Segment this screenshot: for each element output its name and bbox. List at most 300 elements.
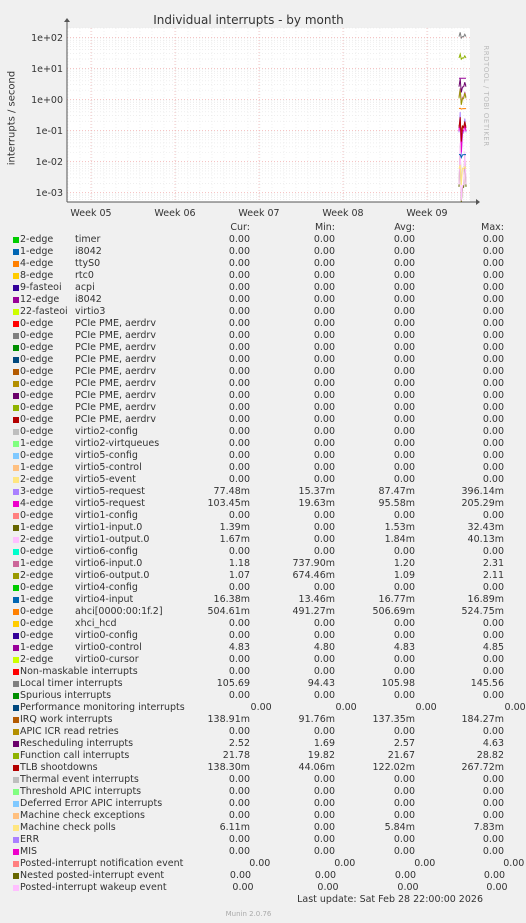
- series-cur-value: 0.00: [228, 366, 250, 377]
- series-label: Local timer interrupts: [20, 678, 123, 689]
- series-color-swatch: [13, 525, 19, 531]
- series-color-swatch: [13, 249, 19, 255]
- series-avg-value: 0.00: [393, 546, 415, 557]
- series-cur-value: 103.45m: [207, 498, 250, 509]
- series-cur-value: 0.00: [228, 546, 250, 557]
- y-tick-label: 1e+01: [31, 63, 63, 75]
- series-color-swatch: [13, 681, 19, 687]
- series-label: Nested posted-interrupt event: [20, 870, 165, 881]
- series-max-value: 7.83m: [473, 822, 504, 833]
- series-cur-value: 1.39m: [219, 522, 250, 533]
- series-color-swatch: [13, 333, 19, 339]
- series-min-value: 0.00: [313, 834, 335, 845]
- series-name: [20, 426, 163, 438]
- series-max-value: 16.89m: [467, 594, 504, 605]
- series-label: Deferred Error APIC interrupts: [20, 798, 163, 809]
- series-irq: 0-edge: [20, 630, 54, 641]
- series-color-swatch: [13, 789, 19, 795]
- series-cur-value: 0.00: [228, 306, 250, 317]
- series-color-swatch: [13, 609, 19, 615]
- series-color-swatch: [13, 285, 19, 291]
- series-avg-value: 0.00: [393, 294, 415, 305]
- series-label: TLB shootdowns: [20, 762, 98, 773]
- series-irq: 0-edge: [20, 510, 54, 521]
- series-irq: 0-edge: [20, 582, 54, 593]
- legend-row: [12, 846, 504, 858]
- series-color-swatch: [13, 885, 19, 891]
- series-min-value: 0.00: [313, 438, 335, 449]
- series-avg-value: 1.20: [393, 558, 415, 569]
- series-cur-value: 0.00: [228, 462, 250, 473]
- series-avg-value: 122.02m: [372, 762, 415, 773]
- x-tick-label: Week 06: [154, 208, 196, 219]
- series-irq: 1-edge: [20, 438, 54, 449]
- series-avg-value: 87.47m: [378, 486, 415, 497]
- series-color-swatch: [13, 417, 19, 423]
- series-min-value: 0.00: [313, 402, 335, 413]
- series-avg-value: 5.84m: [384, 822, 415, 833]
- legend-row: [12, 630, 504, 642]
- munin-version: Munin 2.0.76: [225, 910, 272, 918]
- series-name: [20, 450, 163, 462]
- series-name: [20, 354, 163, 366]
- series-max-value: 0.00: [482, 786, 504, 797]
- series-avg-value: 0.00: [415, 702, 437, 713]
- series-irq: 9-fasteoi: [20, 282, 62, 293]
- legend-row: [12, 426, 504, 438]
- series-label: IRQ work interrupts: [20, 714, 113, 725]
- series-label: ttyS0: [75, 258, 101, 269]
- series-max-value: 0.00: [483, 870, 506, 881]
- series-min-value: 0.00: [313, 690, 335, 701]
- series-cur-value: 0.00: [228, 618, 250, 629]
- series-cur-value: 0.00: [228, 798, 250, 809]
- y-tick-label: 1e+00: [31, 94, 63, 106]
- legend-rows: [12, 234, 526, 894]
- series-cur-value: 0.00: [228, 414, 250, 425]
- legend-row: [12, 858, 525, 870]
- series-cur-value: 1.07: [228, 570, 250, 581]
- series-label: PCIe PME, aerdrv: [75, 402, 156, 413]
- series-min-value: 0.00: [313, 426, 335, 437]
- legend-row: [12, 582, 504, 594]
- legend-row: [12, 354, 504, 366]
- series-cur-value: 0.00: [228, 774, 250, 785]
- series-name: [20, 798, 163, 810]
- plot-area: [67, 28, 470, 202]
- series-name: [20, 666, 163, 678]
- series-name: [20, 294, 163, 306]
- series-irq: 8-edge: [20, 270, 54, 281]
- series-avg-value: 0.00: [393, 246, 415, 257]
- legend-row: [12, 726, 504, 738]
- series-min-value: 0.00: [313, 306, 335, 317]
- series-label: Machine check exceptions: [20, 810, 145, 821]
- legend-row: [12, 702, 526, 714]
- x-tick-label: Week 05: [70, 208, 112, 219]
- series-avg-value: 95.58m: [378, 498, 415, 509]
- series-cur-value: 0.00: [249, 858, 271, 869]
- legend-row: [12, 294, 504, 306]
- series-max-value: 0.00: [482, 810, 504, 821]
- series-min-value: 44.06m: [298, 762, 335, 773]
- series-color-swatch: [13, 369, 19, 375]
- last-update: Last update: Sat Feb 28 22:00:00 2026: [297, 894, 483, 905]
- series-min-value: 0.00: [313, 522, 335, 533]
- series-label: Threshold APIC interrupts: [20, 786, 142, 797]
- series-max-value: 0.00: [482, 654, 504, 665]
- series-label: PCIe PME, aerdrv: [75, 414, 156, 425]
- series-name: [20, 282, 163, 294]
- series-label: rtc0: [75, 270, 94, 281]
- legend-row: [12, 558, 504, 570]
- series-name: [20, 762, 163, 774]
- series-color-swatch: [13, 849, 19, 855]
- series-avg-value: 0.00: [393, 774, 415, 785]
- y-tick-label: 1e-01: [35, 126, 63, 138]
- series-avg-value: 0.00: [397, 882, 419, 893]
- series-name: [20, 594, 163, 606]
- series-avg-value: 0.00: [394, 870, 417, 881]
- series-min-value: 15.37m: [298, 486, 335, 497]
- series-cur-value: 0.00: [228, 354, 250, 365]
- series-min-value: 0.00: [313, 618, 335, 629]
- series-label: Rescheduling interrupts: [20, 738, 134, 749]
- legend-row: [12, 690, 504, 702]
- legend-row: [12, 594, 504, 606]
- x-axis-arrow: [476, 199, 480, 205]
- series-max-value: 0.00: [486, 882, 508, 893]
- series-max-value: 0.00: [482, 330, 504, 341]
- series-cur-value: 138.30m: [207, 762, 250, 773]
- series-max-value: 0.00: [482, 354, 504, 365]
- series-avg-value: 506.69m: [372, 606, 415, 617]
- series-color-swatch: [13, 573, 19, 579]
- series-irq: 2-edge: [20, 654, 54, 665]
- col-max-header: Max:: [481, 222, 504, 233]
- series-color-swatch: [13, 537, 19, 543]
- series-label: PCIe PME, aerdrv: [75, 354, 156, 365]
- series-color-swatch: [13, 585, 19, 591]
- series-avg-value: 0.00: [393, 234, 415, 245]
- series-max-value: 40.13m: [467, 534, 504, 545]
- series-name: [20, 750, 163, 762]
- legend-row: [12, 714, 504, 726]
- series-color-swatch: [13, 273, 19, 279]
- series-min-value: 0.00: [313, 462, 335, 473]
- series-irq: 0-edge: [20, 354, 54, 365]
- series-avg-value: 0.00: [393, 378, 415, 389]
- series-label: virtio5-control: [75, 462, 142, 473]
- series-avg-value: 16.77m: [378, 594, 415, 605]
- series-label: virtio4-input: [75, 594, 134, 605]
- series-max-value: 0.00: [482, 510, 504, 521]
- series-color-swatch: [13, 873, 19, 879]
- series-color-swatch: [13, 825, 19, 831]
- series-irq: 0-edge: [20, 366, 54, 377]
- series-irq: 1-edge: [20, 462, 54, 473]
- series-irq: 0-edge: [20, 378, 54, 389]
- series-irq: 1-edge: [20, 246, 54, 257]
- legend-row: [12, 282, 504, 294]
- col-cur-header: Cur:: [230, 222, 250, 233]
- y-axis-label: interrupts / second: [6, 70, 18, 166]
- series-max-value: 32.43m: [467, 522, 504, 533]
- series-max-value: 0.00: [482, 234, 504, 245]
- series-min-value: 19.82: [307, 750, 335, 761]
- legend-row: [12, 606, 504, 618]
- series-min-value: 0.00: [313, 654, 335, 665]
- series-label: i8042: [75, 294, 102, 305]
- series-avg-value: 0.00: [393, 318, 415, 329]
- series-max-value: 0.00: [482, 846, 504, 857]
- series-min-value: 0.00: [313, 510, 335, 521]
- series-irq: 0-edge: [20, 618, 54, 629]
- series-name: [20, 234, 163, 246]
- series-cur-value: 77.48m: [213, 486, 250, 497]
- series-name: [20, 774, 163, 786]
- series-cur-value: 0.00: [228, 426, 250, 437]
- series-name: [20, 690, 163, 702]
- series-name: [20, 810, 163, 822]
- series-cur-value: 0.00: [229, 870, 252, 881]
- series-max-value: 396.14m: [461, 486, 504, 497]
- series-min-value: 0.00: [313, 774, 335, 785]
- series-label: i8042: [75, 246, 102, 257]
- series-min-value: 0.00: [313, 726, 335, 737]
- legend-row: [12, 810, 504, 822]
- legend-row: [12, 642, 504, 654]
- series-max-value: 0.00: [482, 582, 504, 593]
- series-color-swatch: [13, 345, 19, 351]
- x-tick-label: Week 07: [238, 208, 280, 219]
- legend-row: [12, 738, 504, 750]
- series-name: [20, 606, 163, 618]
- series-cur-value: 0.00: [228, 810, 250, 821]
- series-min-value: 0.00: [313, 354, 335, 365]
- series-max-value: 0.00: [482, 666, 504, 677]
- series-cur-value: 504.61m: [207, 606, 250, 617]
- series-max-value: 0.00: [482, 378, 504, 389]
- series-label: virtio6-output.0: [75, 570, 150, 581]
- series-max-value: 0.00: [482, 366, 504, 377]
- series-min-value: 0.00: [313, 414, 335, 425]
- series-name: [20, 366, 163, 378]
- series-avg-value: 0.00: [393, 270, 415, 281]
- series-color-swatch: [13, 801, 19, 807]
- series-max-value: 145.56: [470, 678, 504, 689]
- series-name: [20, 378, 163, 390]
- series-color-swatch: [13, 705, 19, 711]
- legend-row: [12, 834, 504, 846]
- series-min-value: 491.27m: [292, 606, 335, 617]
- series-color-swatch: [13, 765, 19, 771]
- series-cur-value: 0.00: [228, 270, 250, 281]
- series-avg-value: 0.00: [393, 798, 415, 809]
- series-min-value: 0.00: [313, 342, 335, 353]
- legend-row: [12, 522, 504, 534]
- series-avg-value: 0.00: [393, 462, 415, 473]
- series-irq: 1-edge: [20, 558, 54, 569]
- y-axis-arrow: [64, 18, 70, 22]
- series-min-value: 0.00: [313, 366, 335, 377]
- series-avg-value: 2.57: [393, 738, 415, 749]
- series-cur-value: 0.00: [228, 846, 250, 857]
- series-max-value: 0.00: [482, 834, 504, 845]
- series-irq: 4-edge: [20, 258, 54, 269]
- series-max-value: 0.00: [482, 318, 504, 329]
- series-avg-value: 0.00: [393, 390, 415, 401]
- series-max-value: 0.00: [482, 258, 504, 269]
- series-avg-value: 0.00: [393, 402, 415, 413]
- series-avg-value: 0.00: [393, 366, 415, 377]
- series-color-swatch: [13, 837, 19, 843]
- series-cur-value: 2.52: [228, 738, 250, 749]
- series-name: [20, 246, 163, 258]
- series-color-swatch: [13, 261, 19, 267]
- series-irq: 0-edge: [20, 414, 54, 425]
- series-color-swatch: [13, 309, 19, 315]
- series-min-value: 0.00: [313, 234, 335, 245]
- series-avg-value: 0.00: [393, 306, 415, 317]
- series-irq: 1-edge: [20, 594, 54, 605]
- series-min-value: 0.00: [313, 246, 335, 257]
- series-cur-value: 0.00: [228, 474, 250, 485]
- series-color-swatch: [13, 453, 19, 459]
- series-irq: 22-fasteoi: [20, 306, 68, 317]
- series-label: Performance monitoring interrupts: [20, 702, 185, 713]
- legend-row: [12, 762, 504, 774]
- series-avg-value: 0.00: [393, 438, 415, 449]
- series-cur-value: 0.00: [232, 882, 254, 893]
- legend-row: [12, 786, 504, 798]
- series-name: [20, 834, 163, 846]
- legend-row: [12, 570, 504, 582]
- series-name: [20, 342, 163, 354]
- series-cur-value: 0.00: [228, 258, 250, 269]
- series-max-value: 0.00: [504, 702, 526, 713]
- series-label: xhci_hcd: [75, 618, 117, 629]
- series-irq: 12-edge: [20, 294, 60, 305]
- series-max-value: 0.00: [482, 630, 504, 641]
- series-label: virtio2-virtqueues: [75, 438, 160, 449]
- series-min-value: 94.43: [307, 678, 335, 689]
- series-irq: 0-edge: [20, 390, 54, 401]
- legend-row: [12, 498, 504, 510]
- series-irq: 0-edge: [20, 402, 54, 413]
- series-label: virtio4-config: [75, 582, 138, 593]
- series-max-value: 0.00: [482, 474, 504, 485]
- series-avg-value: 0.00: [393, 414, 415, 425]
- series-color-swatch: [13, 465, 19, 471]
- series-max-value: 0.00: [482, 438, 504, 449]
- series-min-value: 0.00: [313, 378, 335, 389]
- series-cur-value: 4.83: [228, 642, 250, 653]
- series-min-value: 674.46m: [292, 570, 335, 581]
- series-avg-value: 0.00: [393, 282, 415, 293]
- series-label: Function call interrupts: [20, 750, 130, 761]
- series-label: APIC ICR read retries: [20, 726, 119, 737]
- series-min-value: 0.00: [313, 282, 335, 293]
- series-min-value: 0.00: [313, 666, 335, 677]
- series-cur-value: 0.00: [228, 282, 250, 293]
- series-max-value: 0.00: [482, 282, 504, 293]
- series-min-value: 0.00: [314, 870, 337, 881]
- series-cur-value: 0.00: [228, 390, 250, 401]
- series-min-value: 0.00: [313, 786, 335, 797]
- series-min-value: 0.00: [313, 810, 335, 821]
- series-min-value: 4.80: [313, 642, 335, 653]
- series-irq: 3-edge: [20, 486, 54, 497]
- series-max-value: 0.00: [482, 342, 504, 353]
- series-color-swatch: [13, 693, 19, 699]
- series-min-value: 13.46m: [298, 594, 335, 605]
- series-label: virtio6-config: [75, 546, 138, 557]
- series-name: [20, 570, 163, 582]
- series-label: timer: [75, 234, 101, 245]
- legend-row: [12, 366, 504, 378]
- series-color-swatch: [13, 621, 19, 627]
- series-label: virtio5-event: [75, 474, 136, 485]
- series-irq: 0-edge: [20, 450, 54, 461]
- series-label: acpi: [75, 282, 95, 293]
- series-cur-value: 105.69: [216, 678, 250, 689]
- series-label: PCIe PME, aerdrv: [75, 318, 156, 329]
- series-name: [20, 786, 163, 798]
- series-avg-value: 0.00: [393, 834, 415, 845]
- legend-row: [12, 462, 504, 474]
- series-name: [20, 858, 183, 870]
- series-color-swatch: [13, 381, 19, 387]
- legend-row: [12, 402, 504, 414]
- series-color-swatch: [13, 501, 19, 507]
- series-irq: 0-edge: [20, 606, 54, 617]
- series-irq: 4-edge: [20, 498, 54, 509]
- series-label: virtio0-control: [75, 642, 142, 653]
- series-name: [20, 522, 163, 534]
- series-label: virtio2-config: [75, 426, 138, 437]
- series-name: [20, 678, 163, 690]
- series-label: virtio6-input.0: [75, 558, 143, 569]
- series-cur-value: 0.00: [250, 702, 272, 713]
- series-label: virtio0-config: [75, 630, 138, 641]
- series-color-swatch: [13, 477, 19, 483]
- series-name: [20, 498, 163, 510]
- series-min-value: 0.00: [334, 858, 356, 869]
- series-name: [20, 318, 163, 330]
- series-max-value: 267.72m: [461, 762, 504, 773]
- series-avg-value: 0.00: [393, 342, 415, 353]
- series-label: ahci[0000:00:1f.2]: [75, 606, 163, 617]
- series-min-value: 1.69: [313, 738, 335, 749]
- series-max-value: 0.00: [482, 774, 504, 785]
- series-label: PCIe PME, aerdrv: [75, 366, 156, 377]
- series-color-swatch: [13, 357, 19, 363]
- legend-row: [12, 882, 508, 894]
- legend-row: [12, 258, 504, 270]
- series-color-swatch: [13, 717, 19, 723]
- series-name: [20, 702, 185, 714]
- series-color-swatch: [13, 441, 19, 447]
- series-name: [20, 642, 163, 654]
- series-label: virtio1-input.0: [75, 522, 143, 533]
- legend-row: [12, 486, 504, 498]
- series-max-value: 184.27m: [461, 714, 504, 725]
- legend-row: [12, 798, 504, 810]
- series-label: PCIe PME, aerdrv: [75, 390, 156, 401]
- series-cur-value: 0.00: [228, 246, 250, 257]
- series-color-swatch: [13, 753, 19, 759]
